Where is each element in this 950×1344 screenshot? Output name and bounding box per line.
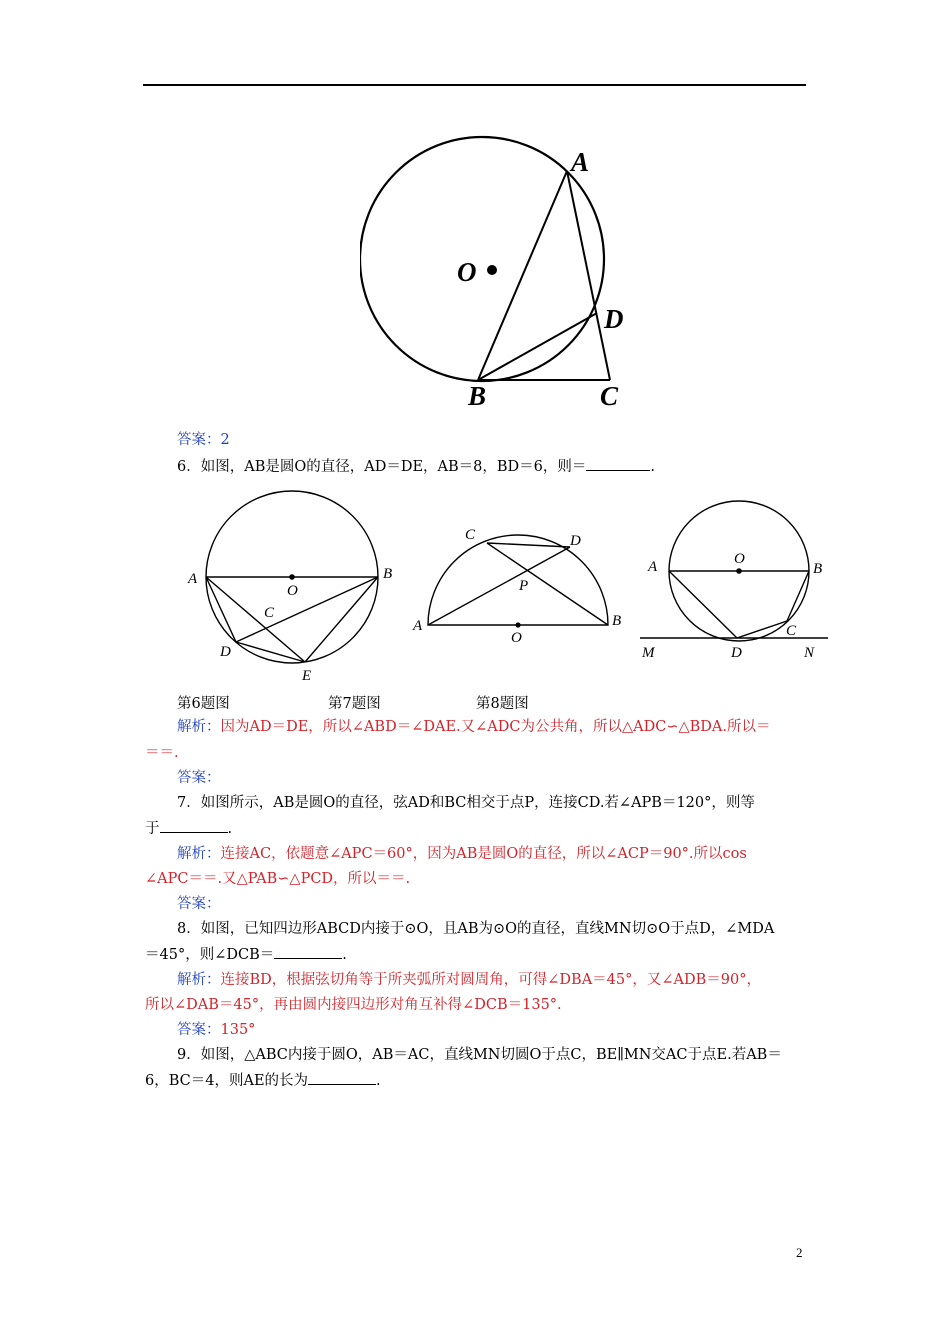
solution-8-line1: 解析：连接BD，根据弦切角等于所夹弧所对圆周角，可得∠DBA＝45°，又∠ADB＝90°，	[177, 972, 761, 988]
answer-8: 答案：135°	[177, 1022, 256, 1038]
solution-6-line2: ＝＝.	[145, 745, 179, 761]
solution-6-line1: 解析：因为AD＝DE，所以∠ABD＝∠DAE.又∠ADC为公共角，所以△ADC∽△BDA.所以＝	[177, 719, 771, 735]
question-7-line2: 于 .	[145, 818, 813, 839]
label-a: A	[571, 147, 590, 177]
fig7-label-p: P	[519, 578, 529, 594]
solution-7-line1: 解析：连接AC，依题意∠APC＝60°，因为AB是圆O的直径，所以∠ACP＝90°.所以cos	[177, 846, 747, 862]
fig6-label-a: A	[188, 571, 198, 587]
answer-7: 答案：	[177, 896, 221, 912]
fig6-label-e: E	[302, 668, 312, 684]
answer-blank	[160, 818, 228, 833]
answer-5: 答案：2	[177, 432, 230, 448]
question-9-line2: 6，BC＝4，则AE的长为 .	[145, 1070, 813, 1091]
question-8-line1: 8．如图，已知四边形ABCD内接于⊙O，且AB为⊙O的直径，直线MN切⊙O于点D，∠MDA	[177, 921, 775, 937]
figure-7	[405, 515, 630, 650]
fig7-label-a: A	[413, 618, 423, 634]
answer-6: 答案：	[177, 770, 221, 786]
fig6-label-o: O	[287, 583, 298, 599]
solution-7-line2: ∠APC＝＝.又△PAB∽△PCD，所以＝＝.	[145, 871, 411, 887]
question-8-line2: ＝45°，则∠DCB＝ .	[145, 944, 813, 965]
fig6-label-d: D	[220, 644, 231, 660]
center-point	[487, 265, 497, 275]
fig8-label-b: B	[813, 561, 823, 577]
fig8-label-o: O	[734, 551, 745, 567]
answer-blank	[274, 944, 342, 959]
fig6-label-b: B	[383, 566, 393, 582]
fig8-label-c: C	[786, 623, 797, 639]
fig8-label-d: D	[731, 645, 742, 661]
label-d: D	[604, 304, 624, 334]
question-6: 6．如图，AB是圆O的直径，AD＝DE，AB＝8，BD＝6，则＝ .	[145, 456, 845, 477]
fig7-label-c: C	[465, 527, 476, 543]
label-o: O	[457, 257, 477, 287]
caption-fig6: 第6题图	[177, 696, 230, 712]
figure-8	[630, 485, 835, 670]
fig6-label-c: C	[264, 605, 275, 621]
question-7-line1: 7．如图所示，AB是圆O的直径，弦AD和BC相交于点P，连接CD.若∠APB＝120°，则等	[177, 795, 755, 811]
answer-blank	[308, 1070, 376, 1085]
caption-fig7: 第7题图	[328, 696, 381, 712]
question-9-line1: 9．如图，△ABC内接于圆O，AB＝AC，直线MN切圆O于点C，BE∥MN交AC于点E.若AB＝	[177, 1047, 782, 1063]
page-number: 2	[796, 1245, 803, 1260]
fig7-label-d: D	[570, 533, 581, 549]
fig7-label-o: O	[511, 630, 522, 646]
fig7-label-b: B	[612, 613, 622, 629]
label-b: B	[468, 381, 487, 411]
solution-8-line2: 所以∠DAB＝45°，再由圆内接四边形对角互补得∠DCB＝135°.	[145, 997, 562, 1013]
caption-fig8: 第8题图	[476, 696, 529, 712]
header-rule	[143, 84, 806, 86]
fig8-label-a: A	[648, 559, 658, 575]
fig8-label-n: N	[804, 645, 815, 661]
fig8-label-m: M	[642, 645, 655, 661]
figure-6	[180, 485, 405, 690]
answer-blank	[586, 456, 650, 471]
figure-circle-tangent	[360, 135, 650, 415]
label-c: C	[600, 381, 619, 411]
